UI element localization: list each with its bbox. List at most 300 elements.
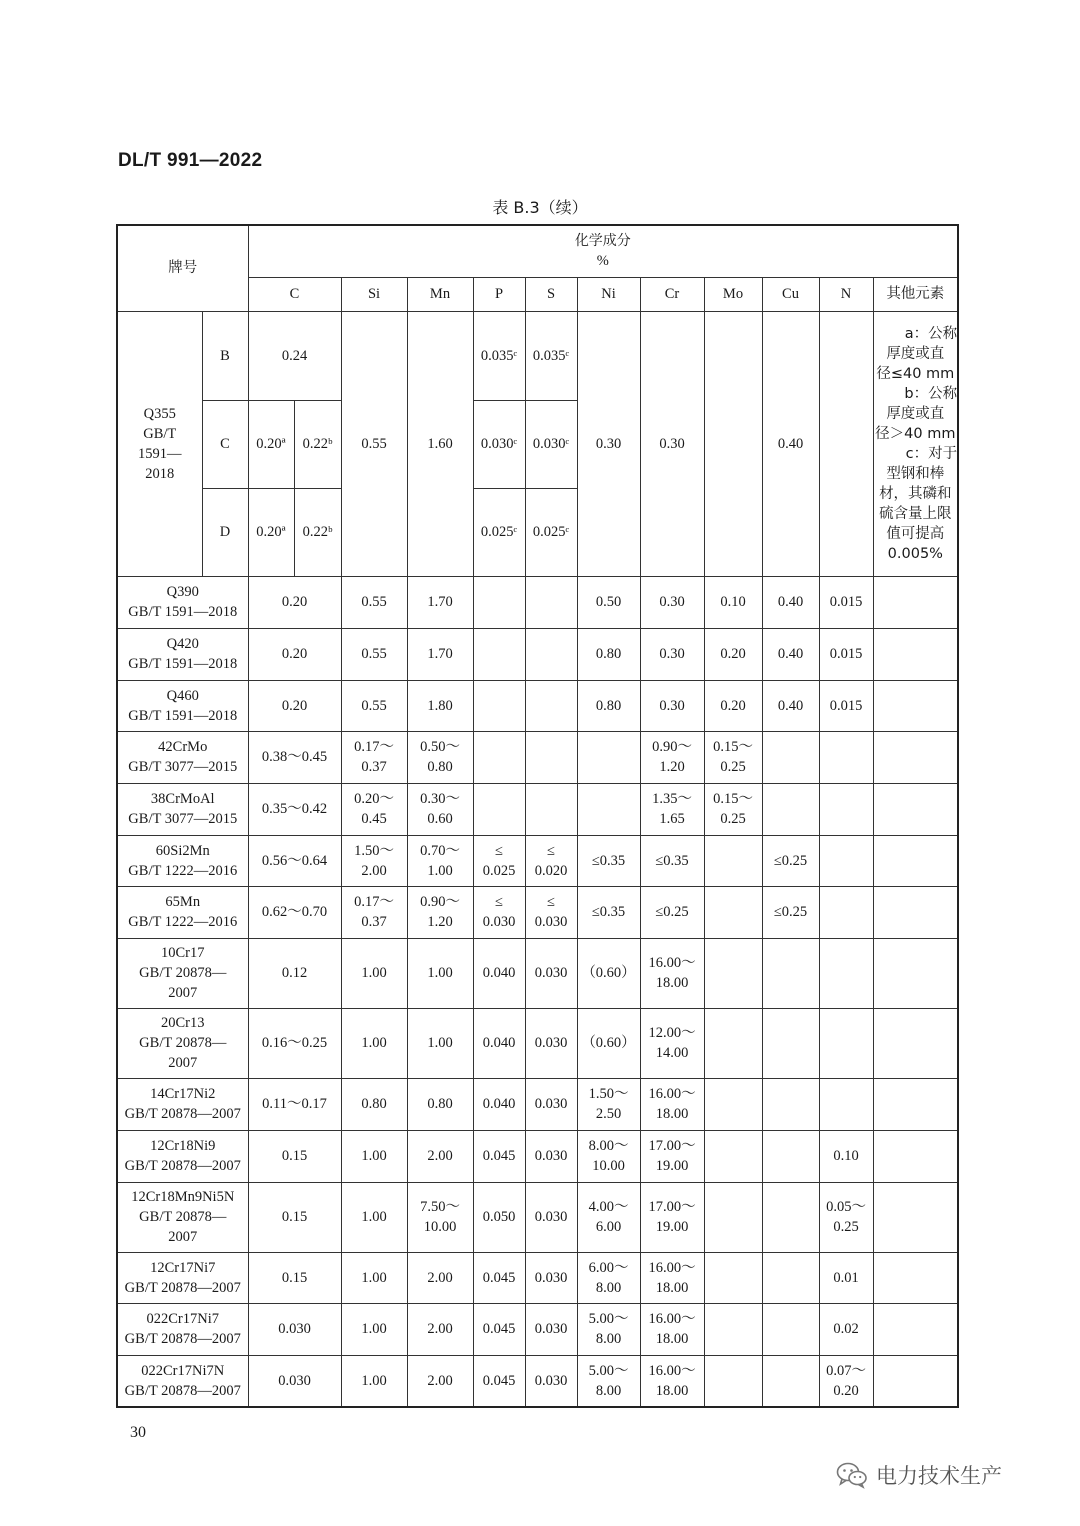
value-line: ≤0.35 (591, 904, 626, 920)
column-header-cu: Cu (762, 277, 819, 311)
grade-line: GB/T 20878—2007 (124, 1279, 241, 1296)
wechat-icon (836, 1461, 868, 1489)
cell-mo (704, 311, 762, 576)
cell-s (525, 1252, 577, 1303)
cell-s (525, 1008, 577, 1078)
value-line: 0.20 (281, 697, 308, 714)
value-line: ≤ (495, 894, 503, 910)
value-line: ≤ (547, 894, 555, 910)
table-row (117, 576, 958, 628)
grade-line: Q355 (143, 405, 176, 422)
grade-line: GB/T 20878— (139, 1035, 227, 1051)
grade-line: 1591— (138, 445, 182, 462)
grade-cell (117, 1355, 248, 1407)
grade-line: GB/T 3077—2015 (128, 811, 238, 827)
column-header-ni: Ni (577, 277, 640, 311)
cell-ni (577, 731, 640, 783)
cell-mo (704, 1130, 762, 1182)
cell-other-elements (873, 1252, 958, 1303)
value-line: 0.045 (482, 1269, 516, 1286)
cell-p (473, 1130, 525, 1182)
cell-other-elements (873, 1008, 958, 1078)
cell-cu (762, 1303, 819, 1355)
cell-ni (577, 1182, 640, 1252)
cell-cu (762, 1008, 819, 1078)
cell-cr (640, 628, 704, 680)
cell-si (341, 1008, 407, 1078)
page-number: 30 (130, 1424, 146, 1441)
table-row (117, 886, 958, 938)
cell-other-elements (873, 1182, 958, 1252)
cell-s: 0.030ᶜ (525, 400, 577, 488)
cell-mo (704, 628, 762, 680)
value-line: 17.00～ (648, 1199, 696, 1215)
cell-c (248, 938, 341, 1008)
cell-cr (640, 783, 704, 835)
value-line: 1.00 (427, 862, 453, 879)
value-line: 1.00 (361, 1269, 387, 1286)
cell-n (819, 1303, 873, 1355)
cell-cr (640, 1078, 704, 1130)
value-line: 1.20 (659, 759, 685, 775)
cell-mn (407, 1355, 473, 1407)
cell-other-elements (873, 628, 958, 680)
cell-s (525, 1182, 577, 1252)
cell-cu (762, 1078, 819, 1130)
value-line: 0.62～0.70 (261, 904, 328, 920)
cell-cr (640, 1182, 704, 1252)
cell-p: 0.035ᶜ (473, 311, 525, 400)
value-line: 2.00 (427, 1269, 453, 1286)
cell-n (819, 886, 873, 938)
column-header-cr: Cr (640, 277, 704, 311)
cell-s (525, 938, 577, 1008)
cell-cr (640, 576, 704, 628)
grade-line: GB/T 1591—2018 (128, 656, 238, 672)
cell-n (819, 938, 873, 1008)
value-line: 0.040 (482, 1035, 516, 1051)
value-line: 19.00 (655, 1219, 689, 1235)
cell-ni: 0.30 (577, 311, 640, 576)
grade-line: GB/T 20878—2007 (124, 1331, 241, 1347)
cell-n (819, 835, 873, 886)
grade-line: 022Cr17Ni7N (141, 1362, 225, 1379)
cell-mn (407, 628, 473, 680)
cell-si (341, 1078, 407, 1130)
cell-mn (407, 938, 473, 1008)
cell-cu (762, 628, 819, 680)
cell-p (473, 886, 525, 938)
value-line: 0.030 (534, 1096, 568, 1112)
cell-cr (640, 680, 704, 731)
table-row (117, 680, 958, 731)
value-line: 1.00 (427, 1035, 453, 1051)
cell-n (819, 628, 873, 680)
value-line: 19.00 (655, 1158, 689, 1174)
cell-p (473, 576, 525, 628)
cell-c (248, 886, 341, 938)
cell-s (525, 886, 577, 938)
cell-mo (704, 886, 762, 938)
value-line: 0.25 (720, 811, 746, 827)
value-line: 5.00～ (588, 1311, 629, 1327)
cell-c-thin: 0.20ª (248, 488, 294, 576)
column-header-mn: Mn (407, 277, 473, 311)
cell-mn (407, 1130, 473, 1182)
column-header-si: Si (341, 277, 407, 311)
cell-cr (640, 731, 704, 783)
note-line: a：公称 (904, 325, 958, 342)
column-header-n: N (819, 277, 873, 311)
note-line: 材，其磷和 (879, 485, 952, 502)
cell-s (525, 1355, 577, 1407)
value-line: 0.030 (278, 1321, 311, 1337)
grade-cell (117, 628, 248, 680)
cell-si (341, 1130, 407, 1182)
value-line: 0.40 (777, 594, 804, 610)
cell-p (473, 1008, 525, 1078)
table-row (117, 628, 958, 680)
cell-cu (762, 783, 819, 835)
cell-mo (704, 835, 762, 886)
grade-line: 2007 (168, 1055, 198, 1071)
value-line: 2.00 (427, 1372, 453, 1389)
cell-other-elements (873, 731, 958, 783)
grade-cell (117, 680, 248, 731)
grade-cell (117, 1303, 248, 1355)
cell-c (248, 1355, 341, 1407)
table-row (117, 1130, 958, 1182)
watermark (836, 1460, 1002, 1490)
value-line: 0.17～ (354, 739, 394, 755)
cell-ni (577, 576, 640, 628)
value-line: ≤0.25 (655, 904, 689, 920)
value-line: 6.00～ (588, 1259, 629, 1276)
value-line: （0.60） (581, 1035, 636, 1051)
value-line: 1.20 (427, 914, 453, 930)
cell-c (248, 628, 341, 680)
cell-c-thick: 0.22ᵇ (294, 488, 341, 576)
cell-n (819, 1130, 873, 1182)
value-line: 0.045 (482, 1148, 516, 1164)
grade-cell (117, 938, 248, 1008)
cell-mn: 1.60 (407, 311, 473, 576)
grade-line: Q390 (166, 584, 199, 600)
cell-cr (640, 1252, 704, 1303)
value-line: 2.00 (427, 1148, 453, 1164)
value-line: 1.00 (361, 1372, 387, 1389)
cell-p (473, 1252, 525, 1303)
value-line: 0.07～ (826, 1362, 866, 1379)
grade-cell (117, 1008, 248, 1078)
value-line: 8.00～ (588, 1138, 629, 1154)
cell-s (525, 576, 577, 628)
grade-line: 20Cr13 (161, 1015, 205, 1031)
cell-cr (640, 1130, 704, 1182)
cell-n (819, 311, 873, 576)
value-line: 2.00 (361, 862, 387, 879)
value-line: 0.38～0.45 (261, 749, 328, 765)
value-line: 16.00～ (648, 1311, 696, 1327)
value-line: 0.40 (777, 697, 804, 714)
cell-s (525, 731, 577, 783)
grade-line: GB/T 1591—2018 (128, 604, 238, 620)
value-line: 0.30 (659, 697, 685, 714)
table-row (117, 1252, 958, 1303)
cell-mo (704, 1303, 762, 1355)
cell-mn (407, 576, 473, 628)
grade-line: GB/T 20878— (139, 965, 227, 981)
table-row (117, 1355, 958, 1407)
value-line: 5.00～ (588, 1362, 629, 1379)
grade-line: 14Cr17Ni2 (150, 1086, 216, 1102)
grade-line: GB/T 20878—2007 (124, 1106, 241, 1122)
cell-other-elements (873, 1355, 958, 1407)
chemical-composition-table (116, 224, 959, 1408)
value-line: 4.00～ (588, 1199, 629, 1215)
value-line: 1.00 (427, 965, 453, 981)
value-line: 0.040 (482, 1096, 516, 1112)
value-line: 0.030 (534, 965, 568, 981)
cell-cu (762, 1355, 819, 1407)
grade-line: GB/T 1591—2018 (128, 707, 238, 724)
grade-line: 12Cr18Ni9 (150, 1138, 216, 1154)
grade-line: 022Cr17Ni7 (146, 1311, 219, 1327)
note-line: b：公称 (904, 385, 958, 402)
cell-cu (762, 938, 819, 1008)
value-line: 1.70 (427, 646, 453, 662)
value-line: 0.030 (534, 1148, 568, 1164)
cell-si (341, 628, 407, 680)
cell-p (473, 680, 525, 731)
grade-cell (117, 1078, 248, 1130)
value-line: 0.11～0.17 (262, 1096, 327, 1112)
value-line: 0.80 (595, 646, 622, 662)
value-line: 0.70～ (420, 842, 460, 859)
value-line: 0.015 (829, 594, 863, 610)
grade-line: 12Cr18Mn9Ni5N (131, 1189, 235, 1205)
note-line: 厚度或直 (886, 405, 945, 422)
cell-p: 0.025ᶜ (473, 488, 525, 576)
cell-si (341, 680, 407, 731)
value-line: 0.90～ (420, 894, 460, 910)
cell-other-elements (873, 886, 958, 938)
cell-cr (640, 1303, 704, 1355)
value-line: 8.00 (595, 1382, 622, 1399)
value-line: 12.00～ (648, 1025, 696, 1041)
value-line: 0.030 (278, 1372, 311, 1389)
grade-line: GB/T 20878—2007 (124, 1382, 241, 1399)
value-line: 0.15 (281, 1148, 308, 1164)
value-line: 0.030 (534, 914, 568, 930)
grade-line: 42CrMo (158, 739, 208, 755)
value-line: 0.20 (720, 646, 746, 662)
table-row (117, 1182, 958, 1252)
cell-c (248, 835, 341, 886)
value-line: 1.00 (361, 1321, 387, 1337)
table-row (117, 938, 958, 1008)
chem-header-unit: % (596, 253, 609, 270)
cell-p (473, 731, 525, 783)
value-line: ≤ (547, 842, 555, 859)
grade-cell (117, 1182, 248, 1252)
cell-ni (577, 680, 640, 731)
document-code: DL/T 991—2022 (118, 150, 263, 171)
value-line: 0.12 (281, 965, 308, 981)
cell-other-elements (873, 938, 958, 1008)
note-line: 厚度或直 (886, 345, 945, 362)
cell-mn (407, 1303, 473, 1355)
value-line: 1.35～ (652, 791, 692, 807)
cell-s (525, 783, 577, 835)
grade-line: 2007 (168, 985, 198, 1001)
cell-n (819, 783, 873, 835)
grade-line: 2018 (145, 465, 175, 482)
cell-mn (407, 1078, 473, 1130)
cell-cr: 0.30 (640, 311, 704, 576)
cell-mn (407, 886, 473, 938)
value-line: 0.045 (482, 1372, 516, 1389)
value-line: 14.00 (655, 1045, 689, 1061)
value-line: 10.00 (592, 1158, 625, 1174)
value-line: 0.05～ (826, 1199, 866, 1215)
cell-other-elements (873, 1130, 958, 1182)
value-line: 1.65 (659, 811, 685, 827)
cell-c (248, 731, 341, 783)
value-line: 0.050 (482, 1209, 516, 1225)
value-line: 7.50～ (420, 1199, 460, 1215)
table-row (117, 1303, 958, 1355)
value-line: 0.90～ (652, 739, 692, 755)
value-line: 0.15 (281, 1269, 308, 1286)
cell-s (525, 1130, 577, 1182)
cell-mo (704, 783, 762, 835)
table-row (117, 1008, 958, 1078)
table-row (117, 835, 958, 886)
value-line: 0.030 (534, 1321, 568, 1337)
cell-ni (577, 835, 640, 886)
cell-n (819, 1252, 873, 1303)
value-line: 0.045 (482, 1321, 516, 1337)
cell-c (248, 1252, 341, 1303)
value-line: 0.40 (777, 646, 804, 662)
cell-c (248, 680, 341, 731)
cell-other-elements (873, 835, 958, 886)
cell-cu (762, 835, 819, 886)
value-line: 16.00～ (648, 955, 696, 971)
value-line: 18.00 (655, 1331, 689, 1347)
cell-c (248, 1303, 341, 1355)
value-line: 0.30 (659, 594, 685, 610)
cell-mo (704, 680, 762, 731)
cell-cr (640, 1355, 704, 1407)
value-line: 0.015 (829, 646, 863, 662)
table-row (117, 783, 958, 835)
cell-si (341, 576, 407, 628)
value-line: 0.040 (482, 965, 516, 981)
value-line: 0.10 (720, 594, 746, 610)
cell-c-thin: 0.20ª (248, 400, 294, 488)
cell-s: 0.035ᶜ (525, 311, 577, 400)
cell-other-elements (873, 1303, 958, 1355)
cell-other-elements (873, 1078, 958, 1130)
value-line: 17.00～ (648, 1138, 696, 1154)
value-line: 2.00 (427, 1321, 453, 1337)
grade-line: GB/T 3077—2015 (128, 759, 238, 775)
value-line: 0.30 (659, 646, 685, 662)
cell-mn (407, 835, 473, 886)
value-line: 0.030 (534, 1035, 568, 1051)
note-line: 径≤40 mm (876, 365, 955, 382)
grade-line: GB/T 1222—2016 (128, 862, 238, 879)
cell-c (248, 1078, 341, 1130)
cell-mo (704, 1008, 762, 1078)
cell-cu: 0.40 (762, 311, 819, 576)
cell-si (341, 1252, 407, 1303)
chemical-composition-header (248, 225, 958, 277)
cell-n (819, 1182, 873, 1252)
value-line: 0.50 (595, 594, 622, 610)
grade-line: GB/T (143, 425, 177, 442)
cell-s (525, 1303, 577, 1355)
value-line: 18.00 (655, 1382, 689, 1399)
cell-s (525, 628, 577, 680)
cell-c (248, 576, 341, 628)
cell-cu (762, 576, 819, 628)
cell-n (819, 1008, 873, 1078)
value-line: 1.50～ (588, 1086, 629, 1102)
value-line: ≤0.35 (655, 852, 689, 869)
cell-p (473, 938, 525, 1008)
column-header-other-elements: 其他元素 (873, 277, 958, 311)
grade-line: 60Si2Mn (155, 842, 210, 859)
value-line: 0.25 (720, 759, 746, 775)
cell-ni (577, 1355, 640, 1407)
note-line: 值可提高 (886, 525, 945, 542)
value-line: 0.16～0.25 (261, 1035, 328, 1051)
value-line: 16.00～ (648, 1086, 696, 1102)
cell-mo (704, 1355, 762, 1407)
note-line: c：对于 (905, 445, 958, 462)
cell-cu (762, 731, 819, 783)
value-line: 0.030 (482, 914, 516, 930)
cell-p (473, 835, 525, 886)
value-line: 0.20 (720, 697, 746, 714)
grade-line: Q420 (166, 636, 199, 652)
cell-n (819, 576, 873, 628)
note-line: 0.005% (887, 545, 943, 562)
value-line: 18.00 (655, 975, 689, 991)
column-header-c: C (248, 277, 341, 311)
value-line: ≤ (495, 842, 503, 859)
cell-c (248, 783, 341, 835)
value-line: 0.50～ (420, 739, 460, 755)
cell-si (341, 1303, 407, 1355)
cell-ni (577, 886, 640, 938)
note-line: 硫含量上限 (879, 505, 952, 522)
value-line: 0.80 (361, 1096, 387, 1112)
cell-s (525, 1078, 577, 1130)
value-line: 6.00 (595, 1219, 622, 1235)
cell-n (819, 680, 873, 731)
grade-line: Q460 (166, 687, 199, 704)
table-row (117, 731, 958, 783)
value-line: 0.55 (361, 594, 387, 610)
table-row-q355-b (117, 311, 958, 400)
value-line: 0.25 (833, 1219, 859, 1235)
value-line: 0.55 (361, 697, 387, 714)
note-line: 型钢和棒 (886, 465, 945, 482)
